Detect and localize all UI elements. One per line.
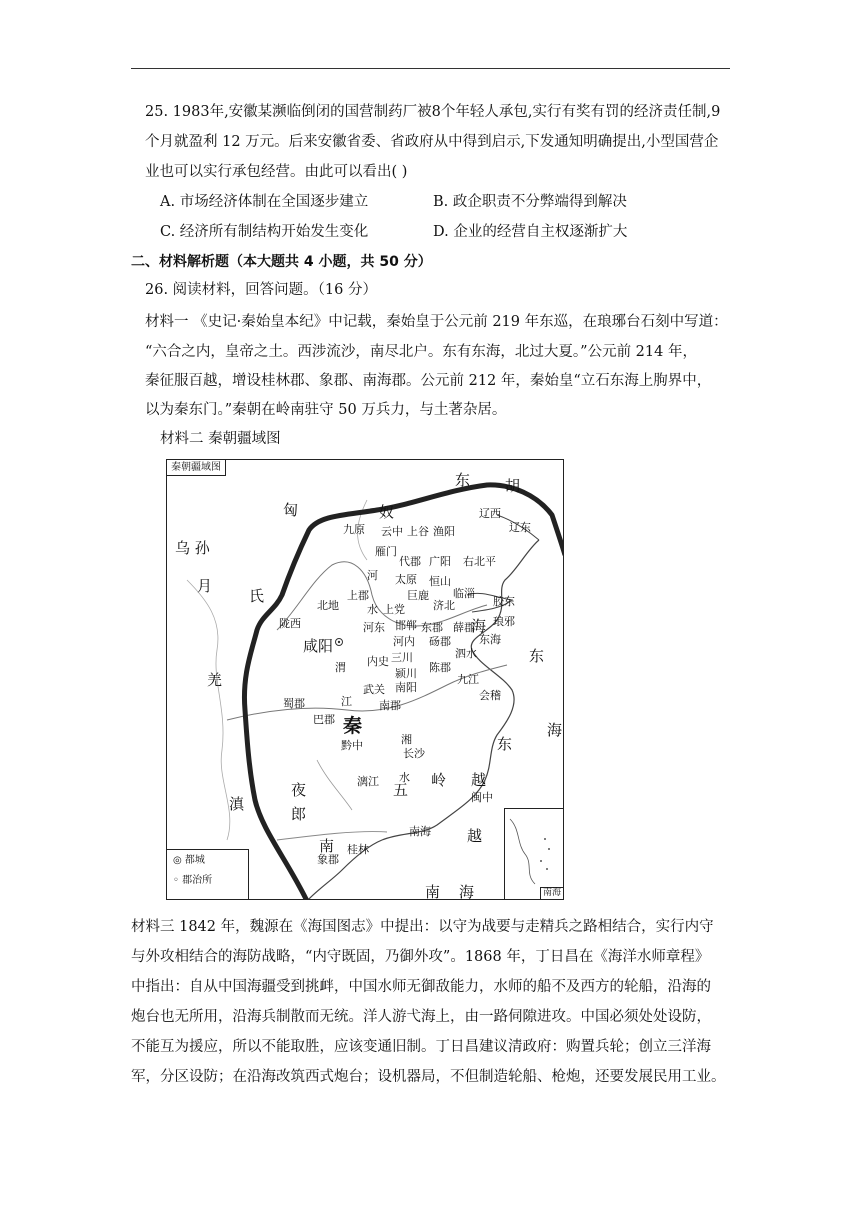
q25-line3: 业也可以实行承包经营。由此可以看出( ): [145, 164, 408, 180]
q25-option-d[interactable]: D. 企业的经营自主权逐渐扩大: [433, 224, 628, 240]
label-qin: 秦: [343, 715, 363, 737]
label-shanggu: 上谷: [407, 525, 429, 538]
label-henei: 河内: [393, 635, 415, 648]
label-liaoxi: 辽西: [479, 507, 501, 520]
label-dangjun: 砀郡: [429, 635, 451, 648]
label-wusun: 乌 孙: [175, 539, 210, 557]
map-legend: [167, 849, 249, 899]
section2-heading: 二、材料解析题（本大题共 4 小题，共 50 分）: [131, 254, 432, 270]
label-he: 河: [367, 569, 378, 582]
label-yelang-1: 夜: [291, 781, 307, 799]
label-neishi: 内史: [367, 655, 389, 668]
material3-line1: 材料三 1842 年，魏源在《海国图志》中提出：以守为战要与走精兵之路相结合，实行内守: [131, 919, 714, 935]
label-guangyang: 广阳: [429, 555, 451, 568]
label-dongyue: 越: [471, 771, 487, 789]
label-jiuyuan: 九原: [343, 523, 365, 536]
inset-graphics: [505, 809, 563, 899]
q25-line2: 个月就盈利 12 万元。后来安徽省委、省政府从中得到启示,下发通知明确提出,小型国营企: [145, 134, 719, 150]
material1-line4: 以为秦东门。”秦朝在岭南驻守 50 万兵力，与土著杂居。: [145, 402, 507, 418]
legend-prefecture: ◦ 郡治所: [173, 875, 213, 886]
label-hedong: 河东: [363, 621, 385, 634]
label-hai: 海: [471, 617, 487, 635]
label-yingchuan: 颍川: [395, 667, 417, 680]
label-liaodong: 辽东: [509, 521, 531, 534]
legend-capital: ◎ 都城: [173, 855, 205, 866]
south-sea-inset: [504, 808, 563, 899]
qin-territory-map: [166, 459, 564, 900]
label-yanmen: 雁门: [375, 545, 397, 558]
material1-line2: “六合之内，皇帝之土。西涉流沙，南尽北户。东有东海，北过大夏。”公元前 214 年，: [145, 344, 697, 360]
label-nan: 南: [319, 837, 335, 855]
label-sishui: 泗水: [455, 647, 477, 660]
label-wuling-2: 岭: [431, 771, 447, 789]
label-xuejun: 薛郡: [453, 621, 475, 634]
label-handan: 邯郸: [395, 619, 417, 632]
label-lijiang: 漓江: [357, 775, 379, 788]
label-nanyang: 南阳: [395, 681, 417, 694]
label-jiang: 江: [341, 695, 352, 708]
label-dong: 东: [497, 735, 513, 753]
label-yuezhi-1: 月: [197, 577, 213, 595]
label-xiongnu-2: 奴: [379, 503, 395, 521]
label-donghu-1: 东: [455, 471, 471, 489]
capital-marker-center: [338, 641, 340, 643]
label-jibei: 济北: [433, 599, 455, 612]
label-hengshan: 恒山: [429, 575, 451, 588]
q25-option-b[interactable]: B. 政企职责不分弊端得到解决: [433, 194, 627, 210]
header-rule: [131, 68, 730, 69]
label-longxi: 陇西: [279, 617, 301, 630]
label-nanhai-sea-2: 海: [459, 883, 475, 900]
material1-line1: 材料一 《史记·秦始皇本纪》中记载，秦始皇于公元前 219 年东巡，在琅琊台石刻中写道：: [145, 314, 728, 330]
map-title: 秦朝疆域图: [167, 460, 226, 476]
western-river: [187, 577, 230, 840]
label-yuyang: 渔阳: [433, 525, 455, 538]
label-jiujiang: 九江: [457, 673, 479, 686]
label-xiang: 湘: [401, 733, 412, 746]
label-qiang: 羌: [207, 671, 223, 689]
label-sanchuan: 三川: [391, 651, 413, 664]
label-yuezhi-2: 氏: [249, 587, 265, 605]
material3-line6: 军，分区设防；在沿海改筑西式炮台；设机器局，不但制造轮船、枪炮，还要发展民用工业。: [131, 1069, 726, 1085]
label-xiangjun: 象郡: [317, 853, 339, 866]
label-nanhai-sea-1: 南: [425, 883, 441, 900]
label-yelang-2: 郎: [291, 805, 307, 823]
label-wuling-1: 五: [393, 781, 409, 799]
label-changsha: 长沙: [403, 747, 425, 760]
label-guilin: 桂林: [347, 843, 369, 856]
label-langya: 琅邪: [493, 615, 515, 628]
label-donghu-2: 胡: [505, 477, 521, 495]
material3-line3: 中指出：自从中国海疆受到挑衅，中国水师无御敌能力，水师的船不及西方的轮船，沿海的: [131, 979, 711, 995]
label-beidi: 北地: [317, 599, 339, 612]
label-minzhong: 闽中: [471, 791, 493, 804]
label-wuguan: 武关: [363, 683, 385, 696]
label-chenjun: 陈郡: [429, 661, 451, 674]
material1-line3: 秦征服百越，增设桂林郡、象郡、南海郡。公元前 212 年，秦始皇“立石东海上朐界中，: [145, 373, 712, 389]
material3-line4: 炮台也无所用，沿海兵制散而无统。洋人游弋海上，由一路伺隙进攻。中国必须处处设防，: [131, 1009, 711, 1025]
label-youbeiping: 右北平: [463, 555, 496, 568]
label-jiaodong: 胶东: [493, 595, 515, 608]
label-daijun: 代郡: [399, 555, 421, 568]
material2-title: 材料二 秦朝疆域图: [160, 431, 281, 447]
label-dongjun: 东郡: [421, 621, 443, 634]
label-yunzhong: 云中: [381, 525, 403, 538]
label-shujun: 蜀郡: [283, 697, 305, 710]
label-julu: 巨鹿: [407, 589, 429, 602]
xiang-river: [317, 760, 352, 810]
q26-stem: 26. 阅读材料，回答问题。（16 分）: [145, 282, 377, 298]
label-taiyuan: 太原: [395, 573, 417, 586]
label-donghai-sea-1: 东: [529, 647, 545, 665]
label-donghai-sea-2: 海: [547, 721, 563, 739]
label-nanhai-prefecture: 南海: [409, 825, 431, 838]
q25-line1: 25. 1983年,安徽某濒临倒闭的国营制药厂被8个年轻人承包,实行有奖有罚的经济责任制,9: [145, 104, 721, 120]
label-dian: 滇: [229, 795, 245, 813]
label-xianyang: 咸阳: [303, 637, 334, 655]
label-kuaiji: 会稽: [479, 689, 501, 702]
material3-line5: 不能互为援应，所以不能取胜，应该变通旧制。丁日昌建议清政府：购置兵轮；创立三洋海: [131, 1039, 711, 1055]
label-shui: 水: [367, 603, 378, 616]
label-donghai: 东海: [479, 633, 501, 646]
label-shui-2: 水: [399, 771, 410, 784]
label-xiongnu-1: 匈: [283, 501, 299, 519]
label-nanjun: 南郡: [379, 699, 401, 712]
q25-option-c[interactable]: C. 经济所有制结构开始发生变化: [160, 224, 369, 240]
label-linzi: 临淄: [453, 587, 475, 600]
label-yue: 越: [467, 827, 483, 845]
label-shangjun: 上郡: [347, 589, 369, 602]
label-qianzhong: 黔中: [341, 739, 363, 752]
label-bajun: 巴郡: [313, 713, 335, 726]
material3-line2: 与外攻相结合的海防战略，“内守既固，乃御外攻”。1868 年，丁日昌在《海洋水师章程》: [131, 949, 710, 965]
inset-label: 南海: [540, 887, 563, 899]
q25-option-a[interactable]: A. 市场经济体制在全国逐步建立: [160, 194, 369, 210]
label-shangdang: 上党: [383, 603, 405, 616]
label-wei: 渭: [335, 661, 346, 674]
